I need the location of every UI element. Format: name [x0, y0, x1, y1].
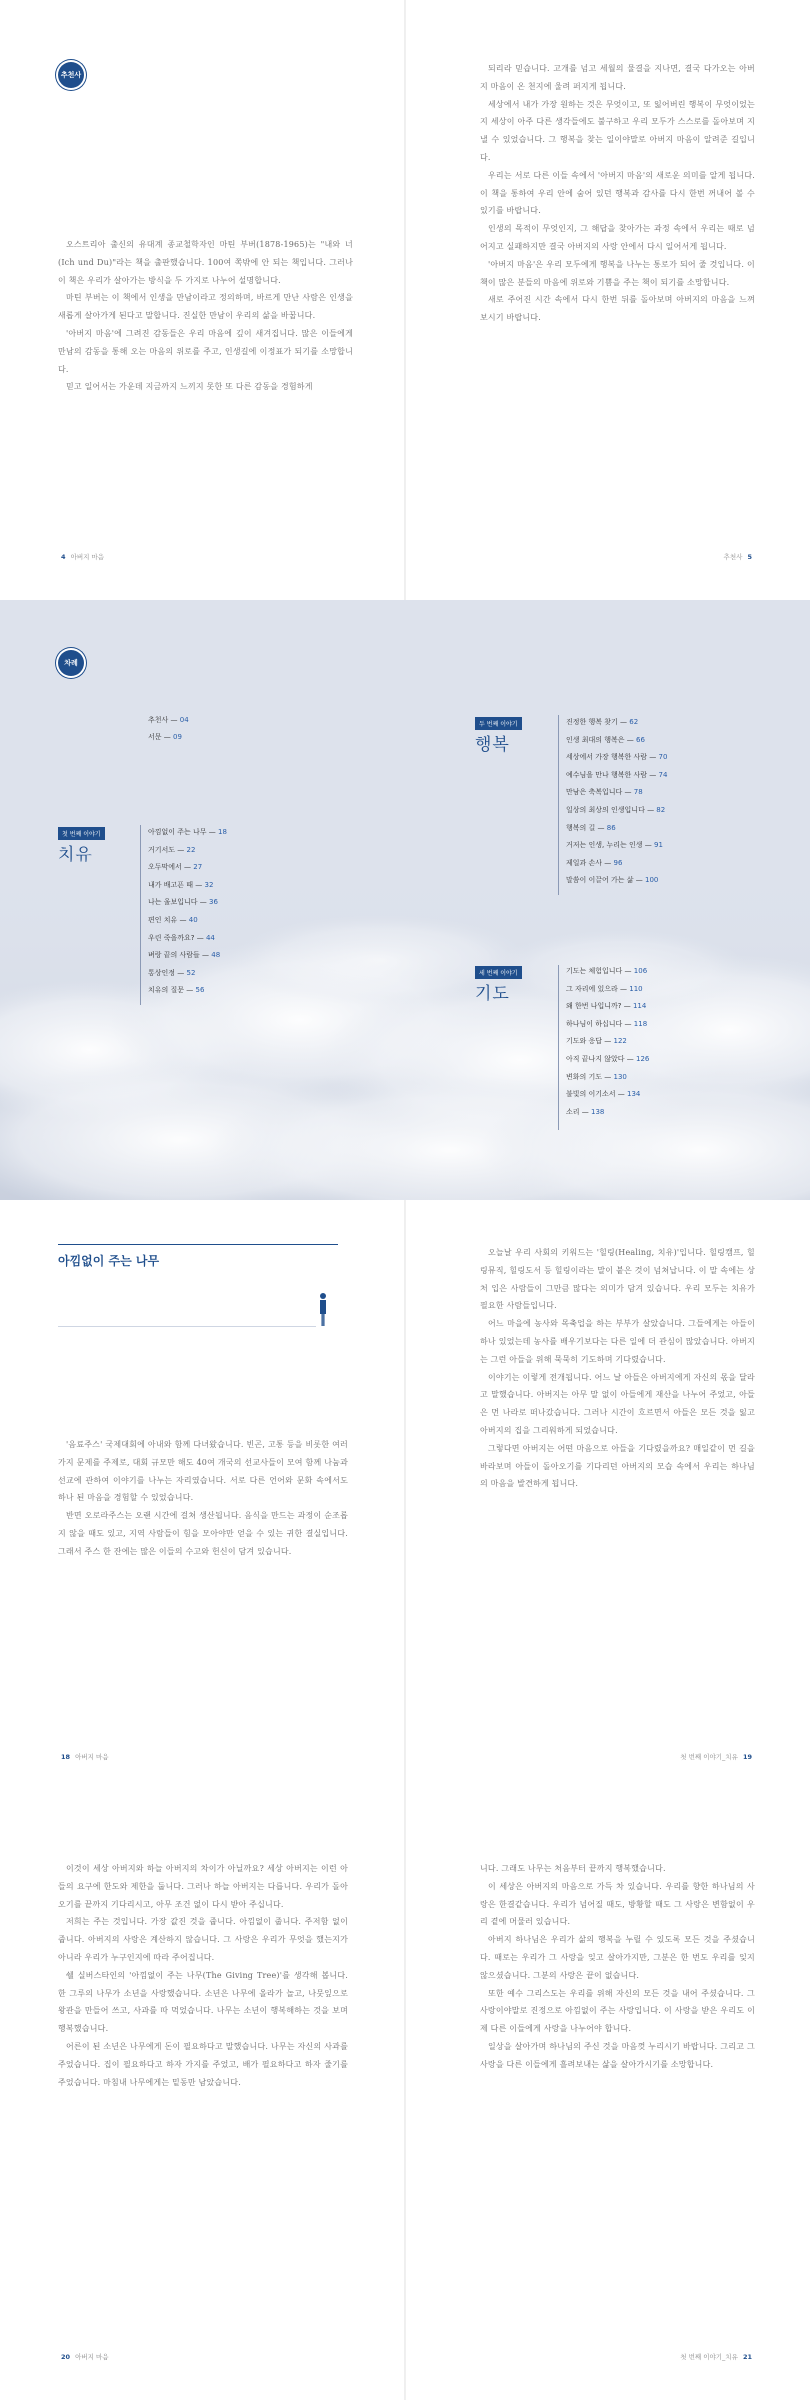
toc-entry-label: 하나님이 하십니다: [566, 1019, 623, 1028]
paragraph: 마틴 부버는 이 책에서 인생을 만남이라고 정의하며, 바르게 만난 사람은 인생을 새롭게 살아가게 된다고 말합니다. 진실한 만남이 우리의 삶을 바꿉니다.: [58, 293, 353, 321]
toc-entry-page: 09: [172, 733, 182, 741]
toc-entry-label: 만남은 축복입니다: [566, 788, 623, 797]
running-head: 첫 번째 이야기_치유: [680, 2353, 738, 2361]
paragraph: '아버지 마음'에 그려진 감동들은 우리 마음에 깊이 새겨집니다. 많은 이들에게 만남의 감동을 통해 오는 마음의 위로를 주고, 인생길에 이정표가 되기를 소망합니다.: [58, 328, 353, 374]
toc-entry-label: 변화의 기도: [566, 1072, 603, 1081]
section-1-title: 치유: [58, 845, 93, 865]
toc-entry[interactable]: 오두막에서 — 27: [148, 863, 203, 872]
toc-entry[interactable]: 아직 끝나지 않았다 — 126: [566, 1055, 650, 1063]
toc-entry[interactable]: 왜 한번 나입니까? — 114: [566, 1002, 647, 1011]
toc-entry-label: 제일과 손사: [566, 858, 603, 867]
paragraph: 이것이 세상 아버지와 하늘 아버지의 차이가 아닐까요? 세상 아버지는 이런 아들의 요구에 한도와 제한을 둡니다. 그러나 하늘 아버지는 다릅니다. 우리가 돌아오기를 끝까지 기다리시고, 아무 조건 없이 다시 받아 주십니다.: [58, 1864, 348, 1909]
page-number: 18: [61, 1753, 71, 1761]
foreword-right-text: [480, 60, 755, 327]
paragraph: 오늘날 우리 사회의 키워드는 '힐링(Healing, 치유)'입니다. 힐링캠프, 힐링뮤직, 힐링도서 등 힐링이라는 말이 붙은 것이 넘쳐납니다. 이 말 속에는 상처 입은 사람들이 그만큼 많다는 의미가 담겨 있습니다. 우리 모두는 치유가 필요한 사람들입니다.: [480, 1248, 755, 1311]
chapter-top-rule: [58, 1244, 338, 1245]
toc-entry[interactable]: 벼랑 끝의 사람들 — 48: [148, 951, 221, 960]
toc-entry-page: 70: [658, 753, 668, 762]
toc-entry-label: 예수님을 만나 행복한 사람: [566, 770, 648, 779]
paragraph: 또한 예수 그리스도는 우리를 위해 자신의 모든 것을 내어 주셨습니다. 그 사랑이야말로 진정으로 아낌없이 주는 사랑입니다. 이 사랑을 받은 우리도 이제 다른 이들에게 사랑을 나누어야 합니다.: [480, 1988, 755, 2034]
chapter-right-text: [480, 1244, 755, 1493]
toc-entry[interactable]: 나는 울보입니다 — 36: [148, 898, 218, 907]
body-left-text: [58, 1860, 348, 2091]
toc-entry-label: 통상인정: [148, 968, 176, 977]
paragraph: 반면 오로라주스는 오랜 시간에 걸쳐 생산됩니다. 음식을 만드는 과정이 순조롭지 않을 때도 있고, 지역 사람들이 힘을 모아야만 얻을 수 있는 귀한 결실입니다. 그래서 주스 한 잔에는 많은 이들의 수고와 헌신이 담겨 있습니다.: [58, 1511, 348, 1556]
page-21: [405, 1800, 810, 2400]
toc-entry-page: 110: [629, 984, 643, 993]
toc-entry[interactable]: 인생 최대의 행복은 — 66: [566, 735, 645, 744]
foreword-left-text: [58, 236, 353, 396]
toc-entry-label: 기도는 체험입니다: [566, 967, 623, 975]
page-5: [405, 0, 810, 600]
toc-entry-label: 말씀이 이끌어 가는 삶: [566, 876, 634, 885]
toc-entry-preface[interactable]: 서문 — 09: [148, 733, 182, 741]
toc-entry[interactable]: 우린 죽을까요? — 44: [148, 933, 215, 942]
paragraph: 되리라 믿습니다. 고개를 넘고 세월의 물결을 지나면, 결국 다가오는 아버지 마음이 온 천지에 울려 퍼지게 됩니다.: [480, 64, 755, 91]
toc-entry-label: 추천사: [148, 716, 169, 724]
toc-entry-label: 아낌없이 주는 나무: [148, 828, 207, 836]
paragraph: 저희는 주는 것입니다. 가장 값진 것을 줍니다. 아낌없이 줍니다. 주저함 없이 줍니다. 아버지의 사랑은 계산하지 않습니다. 그 사랑은 우리가 무엇을 했는지가 아니라 우리가 누구인지에 따라 주어집니다.: [58, 1917, 348, 1962]
paragraph: 오스트리아 출신의 유대계 종교철학자인 마틴 부버(1878-1965)는 "내와 너(Ich und Du)"라는 책을 출판했습니다. 100여 쪽밖에 안 되는 책입니다. 그러나 이 책은 우리가 살아가는 방식을 두 가지로 나누어 설명합니다.: [58, 240, 353, 285]
toc-entry-page: 32: [204, 880, 214, 889]
toc-entry[interactable]: 말씀이 이끌어 가는 삶 — 100: [566, 876, 659, 885]
toc-entry-label: 내가 배고픈 때: [148, 880, 194, 889]
section-2-title: 행복: [475, 735, 510, 755]
paragraph: 세상에서 내가 가장 원하는 것은 무엇이고, 또 잃어버린 행복이 무엇이었는지 세상이 아주 다른 생각들에도 불구하고 우리 모두가 스스로를 돌아보며 지낼 수 있었습니다. 그 행복을 찾는 일이야말로 아버지 마음이 알려준 길입니다.: [480, 99, 755, 162]
toc-entry-page: 96: [613, 858, 623, 867]
foreword-badge: 추천사: [58, 62, 84, 88]
paragraph: 일상을 살아가며 하나님의 주신 것을 마음껏 누리시기 바랍니다. 그리고 그 사랑을 다른 이들에게 흘려보내는 삶을 살아가시기를 소망합니다.: [480, 2041, 755, 2069]
spread-body: [0, 1800, 810, 2400]
toc-entry[interactable]: 거저는 인생, 누리는 인생 — 91: [566, 841, 663, 850]
paragraph: 인생의 목적이 무엇인지, 그 해답을 찾아가는 과정 속에서 우리는 때로 넘어지고 실패하지만 결국 아버지의 사랑 안에서 다시 일어서게 됩니다.: [480, 224, 755, 251]
toc-entry[interactable]: 기도와 응답 — 122: [566, 1037, 627, 1046]
toc-entry-label: 편인 치유: [148, 916, 178, 924]
toc-entry[interactable]: 내가 배고픈 때 — 32: [148, 880, 214, 889]
folio-left: [58, 2352, 109, 2361]
toc-entry-page: 62: [629, 718, 639, 726]
toc-entry-page: 118: [633, 1019, 648, 1028]
toc-entry-label: 그 자리에 있으라: [566, 984, 618, 993]
section-3-divider: [558, 965, 559, 1130]
page-19: [405, 1200, 810, 1800]
toc-entry[interactable]: 예수님을 만나 행복한 사람 — 74: [566, 770, 668, 779]
page-number: 19: [742, 1753, 752, 1761]
toc-entry-label: 나는 울보입니다: [148, 898, 198, 907]
paragraph: 어느 마을에 농사와 목축업을 하는 부부가 살았습니다. 그들에게는 아들이 하나 있었는데 농사를 배우기보다는 다른 일에 더 관심이 많았습니다. 아버지는 그런 아들을 위해 묵묵히 기도하며 기다렸습니다.: [480, 1319, 755, 1364]
running-head: 첫 번째 이야기_치유: [680, 1753, 738, 1761]
toc-entry-label: 서문: [148, 733, 162, 741]
toc-entry-page: 56: [195, 986, 205, 995]
toc-entry-label: 거기서도: [148, 845, 176, 854]
paragraph: 그렇다면 아버지는 어떤 마음으로 아들을 기다렸을까요? 매일같이 먼 길을 바라보며 아들이 돌아오기를 기다리던 아버지의 모습 속에서 우리는 하나님의 마음을 발견하게 됩니다.: [480, 1443, 755, 1489]
toc-entry-foreword[interactable]: 추천사 — 04: [148, 716, 189, 724]
spread-table-of-contents: [0, 600, 810, 1200]
toc-entry-page: 36: [209, 898, 218, 907]
page-20: [0, 1800, 405, 2400]
toc-entry-label: 일상의 최상의 인생입니다: [566, 806, 645, 814]
toc-entry-page: 130: [613, 1072, 627, 1081]
toc-entry-page: 100: [645, 876, 659, 885]
toc-entry[interactable]: 거기서도 — 22: [148, 845, 196, 854]
toc-entry-label: 불빛의 이기소서: [566, 1090, 616, 1099]
toc-entry-page: 52: [186, 968, 196, 977]
toc-entry-label: 아직 끝나지 않았다: [566, 1055, 625, 1063]
toc-entry-page: 48: [211, 951, 221, 960]
toc-entry-page: 82: [656, 806, 666, 814]
chapter-left-text: [58, 1436, 348, 1561]
section-1-divider: [140, 825, 141, 1005]
page-18: [0, 1200, 405, 1800]
toc-entry-label: 벼랑 끝의 사람들: [148, 951, 200, 960]
toc-entry-page: 18: [218, 828, 227, 836]
toc-entry[interactable]: 치유의 질문 — 56: [148, 986, 205, 995]
spread-foreword: [0, 0, 810, 600]
toc-entry-label: 행복의 길: [566, 823, 596, 832]
section-1-label: 첫 번째 이야기: [58, 827, 105, 840]
toc-entry-page: 22: [186, 845, 196, 854]
page-4: [0, 0, 405, 600]
toc-entry[interactable]: 진정한 행복 찾기 — 62: [566, 718, 639, 726]
toc-entry-label: 왜 한번 나입니까?: [566, 1002, 622, 1011]
toc-entry-label: 세상에서 가장 행복한 사람: [566, 753, 648, 762]
toc-entry-page: 78: [633, 788, 643, 797]
cloud-background: [0, 850, 810, 1200]
chapter-title: 아낌없이 주는 나무: [58, 1254, 160, 1268]
folio-right: [680, 2352, 755, 2361]
toc-entry[interactable]: 행복의 길 — 86: [566, 823, 616, 832]
toc-entry-page: 44: [205, 933, 215, 942]
toc-entry-label: 소리: [566, 1107, 580, 1116]
toc-entry-page: 86: [606, 823, 616, 832]
toc-entry-label: 우린 죽을까요?: [148, 933, 195, 942]
section-2-divider: [558, 715, 559, 895]
paragraph: 아버지 하나님은 우리가 삶의 행복을 누릴 수 있도록 모든 것을 주셨습니다. 때로는 우리가 그 사랑을 잊고 살아가지만, 그분은 한 번도 우리를 잊지 않으셨습니다. 그분의 사랑은 끝이 없습니다.: [480, 1935, 755, 1980]
toc-badge: 차례: [58, 650, 84, 676]
chapter-bottom-rule: [58, 1326, 316, 1327]
spread-chapter-opening: [0, 1200, 810, 1800]
toc-entry-page: 91: [653, 841, 663, 850]
toc-entry[interactable]: 통상인정 — 52: [148, 968, 196, 977]
paragraph: '음료주스' 국제대회에 아내와 함께 다녀왔습니다. 빈곤, 고통 등을 비롯한 여러 가지 문제를 주제로, 대회 규모만 해도 40여 개국의 선교사들이 모여 함께 나눔과 선교에 관하여 이야기를 나누는 자리였습니다. 서로 다른 언어와 문화 속에서도 하나 된 마음을 경험할 수 있었습니다.: [58, 1440, 348, 1503]
running-head: 추천사: [723, 553, 743, 561]
toc-entry-label: 오두막에서: [148, 863, 182, 872]
standing-figure-icon: [316, 1292, 330, 1328]
toc-entry-page: 138: [590, 1107, 605, 1116]
paragraph: 우리는 서로 다른 이들 속에서 '아버지 마음'의 새로운 의미를 알게 됩니다. 이 책을 통하여 우리 안에 숨어 있던 행복과 감사를 다시 한번 꺼내어 볼 수 있기를 바랍니다.: [480, 170, 755, 216]
toc-entry-label: 진정한 행복 찾기: [566, 718, 618, 726]
toc-entry[interactable]: 제일과 손사 — 96: [566, 858, 623, 867]
section-3-title: 기도: [475, 984, 510, 1004]
toc-entry[interactable]: 그 자리에 있으라 — 110: [566, 984, 643, 993]
toc-entry-label: 치유의 질문: [148, 986, 185, 995]
folio-right: [680, 1752, 755, 1761]
page-number: 20: [61, 2353, 71, 2361]
toc-entry-page: 66: [636, 735, 645, 744]
toc-entry[interactable]: 소리 — 138: [566, 1107, 605, 1116]
toc-entry-page: 74: [658, 770, 668, 779]
running-head: 아버지 마음: [70, 553, 105, 561]
toc-entry[interactable]: 변화의 기도 — 130: [566, 1072, 627, 1081]
section-2-label: 두 번째 이야기: [475, 717, 522, 730]
toc-entry[interactable]: 아낌없이 주는 나무 — 18: [148, 828, 227, 836]
toc-entry-label: 기도와 응답: [566, 1037, 603, 1046]
paragraph: 새로 주어진 시간 속에서 다시 한번 뒤를 돌아보며 아버지의 마음을 느껴 보시기 바랍니다.: [480, 295, 755, 323]
section-3-label: 세 번째 이야기: [475, 966, 522, 979]
toc-entry-label: 거저는 인생, 누리는 인생: [566, 841, 643, 850]
paragraph: 어른이 된 소년은 나무에게 돈이 필요하다고 말했습니다. 나무는 자신의 사과를 주었습니다. 집이 필요하다고 하자 가지를 주었고, 배가 필요하다고 하자 줄기를 주었습니다. 마침내 나무에게는 밑동만 남았습니다.: [58, 2041, 348, 2087]
paragraph: 니다. 그래도 나무는 처음부터 끝까지 행복했습니다.: [480, 1864, 666, 1873]
toc-entry[interactable]: 세상에서 가장 행복한 사람 — 70: [566, 753, 668, 762]
toc-entry-page: 27: [193, 863, 203, 872]
page-number: 21: [742, 2353, 752, 2361]
paragraph: 쉘 실버스타인의 '아낌없이 주는 나무(The Giving Tree)'를 생각해 봅니다. 한 그루의 나무가 소년을 사랑했습니다. 소년은 나무에 올라가 놀고, 나뭇잎으로 왕관을 만들어 쓰고, 사과를 따 먹었습니다. 나무는 소년이 행복해하는 것을 보며 행복했습니다.: [58, 1970, 348, 2034]
toc-entry-page: 122: [613, 1037, 627, 1046]
paragraph: 이 세상은 아버지의 마음으로 가득 차 있습니다. 우리를 향한 하나님의 사랑은 한결같습니다. 우리가 넘어질 때도, 방황할 때도 그 사랑은 변함없이 우리 곁에 머물러 있습니다.: [480, 1881, 755, 1927]
toc-entry-label: 인생 최대의 행복은: [566, 735, 625, 744]
folio-left: [58, 552, 104, 561]
toc-entry-page: 04: [179, 716, 189, 724]
running-head: 아버지 마음: [75, 2353, 109, 2361]
running-head: 아버지 마음: [75, 1753, 109, 1761]
toc-entry[interactable]: 기도는 체험입니다 — 106: [566, 967, 648, 975]
toc-entry[interactable]: 일상의 최상의 인생입니다 — 82: [566, 806, 666, 814]
paragraph: 이야기는 이렇게 전개됩니다. 어느 날 아들은 아버지에게 자신의 몫을 달라고 말했습니다. 아버지는 아무 말 없이 아들에게 재산을 나누어 주었고, 아들은 먼 나라로 떠나갔습니다. 그러나 시간이 흐르면서 아들은 모든 것을 잃고 아버지의 집을 그리워하게 되었습니다.: [480, 1372, 755, 1435]
toc-entry[interactable]: 불빛의 이기소서 — 134: [566, 1090, 641, 1099]
paragraph: '아버지 마음'은 우리 모두에게 행복을 나누는 통로가 되어 줄 것입니다. 이 책이 많은 분들의 마음에 위로와 기쁨을 주는 책이 되기를 소망합니다.: [480, 259, 755, 287]
folio-right: [724, 552, 755, 561]
toc-entry-page: 114: [632, 1002, 647, 1011]
toc-entry-page: 126: [636, 1055, 650, 1063]
toc-entry[interactable]: 하나님이 하십니다 — 118: [566, 1019, 648, 1028]
page-number: 4: [61, 553, 66, 561]
toc-entry[interactable]: 만남은 축복입니다 — 78: [566, 788, 643, 797]
body-right-text: [480, 1860, 755, 2074]
paragraph: 믿고 일어서는 가운데 지금까지 느끼지 못한 또 다른 감동을 경험하게: [66, 382, 313, 392]
toc-entry-page: 106: [633, 967, 648, 975]
toc-entry-page: 134: [627, 1090, 641, 1099]
folio-left: [58, 1752, 109, 1761]
toc-entry[interactable]: 편인 치유 — 40: [148, 916, 198, 924]
toc-entry-page: 40: [188, 916, 198, 924]
page-number: 5: [747, 553, 752, 561]
